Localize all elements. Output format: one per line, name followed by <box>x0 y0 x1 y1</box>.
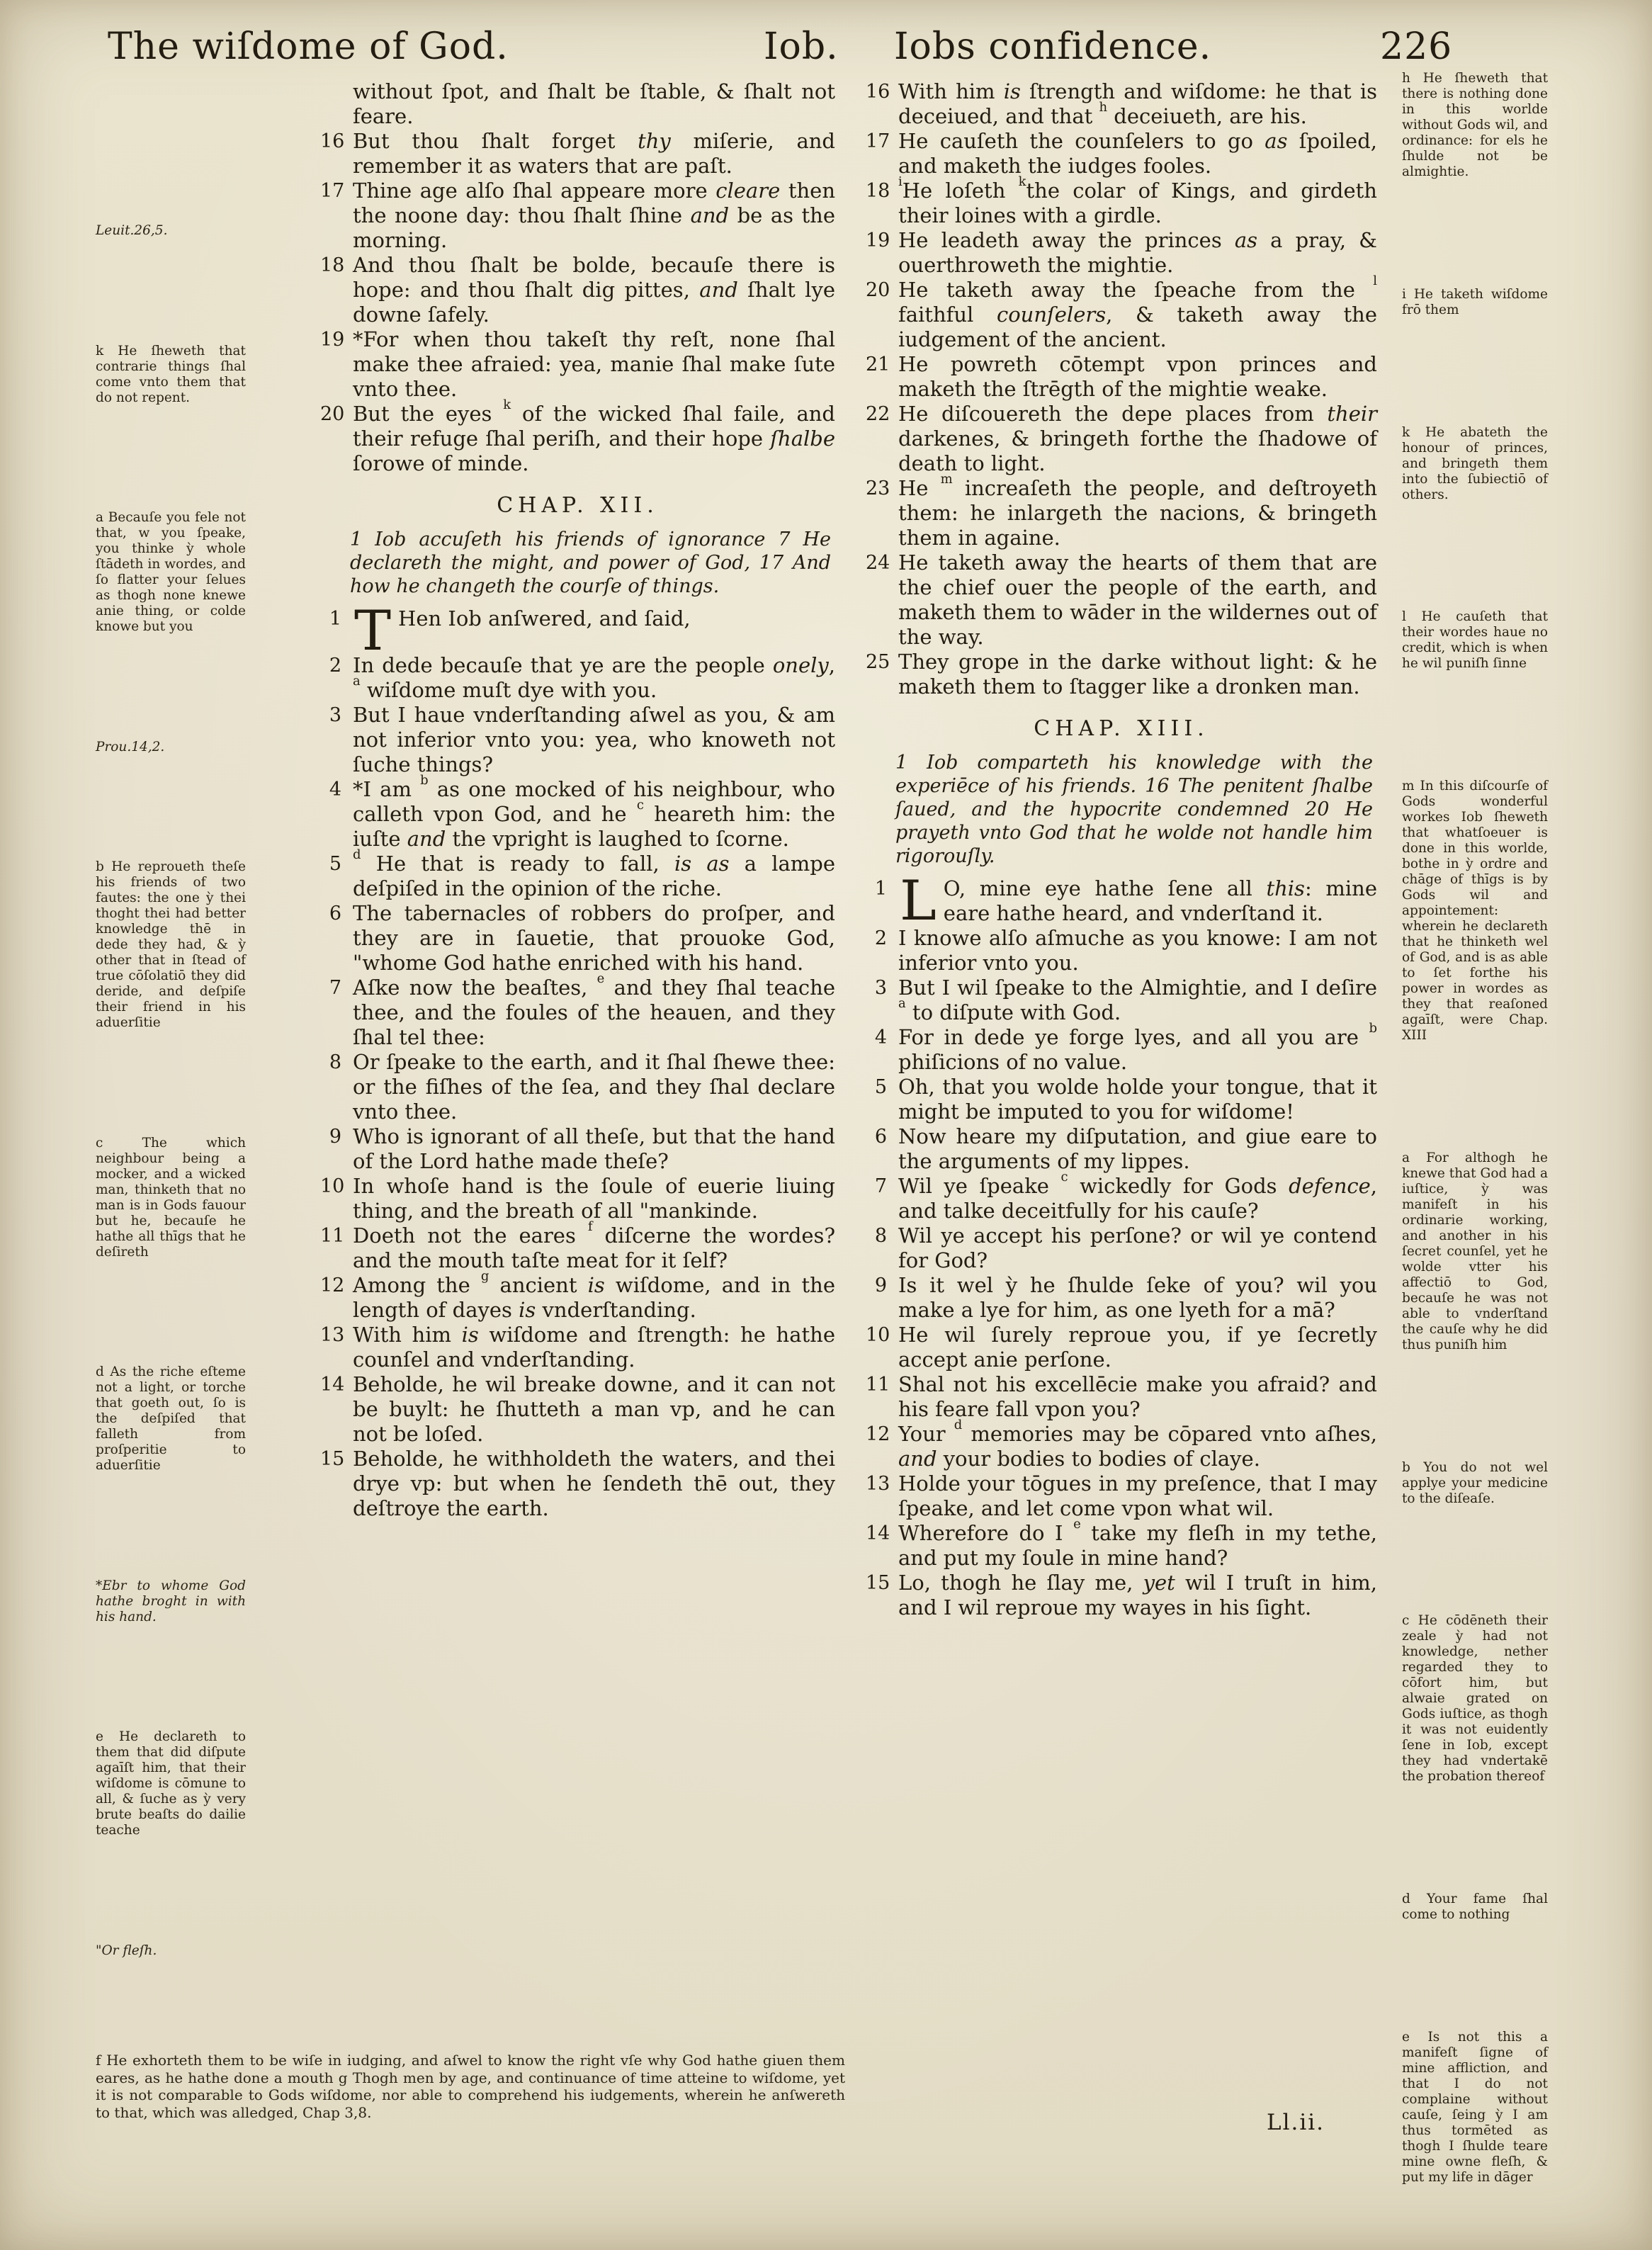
verse-number: 2 <box>874 927 887 949</box>
verse-number: 10 <box>866 1324 890 1346</box>
verse <box>866 79 1377 129</box>
verse-number: 22 <box>866 403 890 425</box>
verse-number: 8 <box>329 1051 341 1073</box>
verse-text: He $^m$ increaſeth the people, and deſtroyeth them: he inlargeth the nacions, & bringeth them in againe. <box>898 472 1377 550</box>
verse <box>320 599 835 663</box>
verse-continuation <box>320 79 835 129</box>
verse <box>320 773 835 852</box>
verse-number: 18 <box>320 254 345 276</box>
verse-text: without ſpot, and ſhalt be ſtable, & ſhalt not feare. <box>353 79 835 128</box>
margin-note: i He taketh wiſdome frō them <box>1402 286 1548 317</box>
footnote: f He exhorteth them to be wiſe in iudging, and aſwel to know the right vſe why God hathe giuen them eares, as he hathe done a mouth g Thogh men by age, and continuance of time atteine to wiſdome, yet it is not comparable to Gods wiſdome, nor able to comprehend his iudgements, wherein he anſwereth to that, which was alledged, Chap 3,8. <box>96 2052 845 2121</box>
verse <box>866 1418 1377 1471</box>
verse-text: $^d$ He that is ready to fall, is as a lampe deſpiſed in the opinion of the riche. <box>353 847 835 900</box>
verse <box>320 1372 835 1447</box>
verse-text: He leadeth away the princes as a pray, & ouerthroweth the mightie. <box>898 228 1377 277</box>
verse-text: Beholde, he withholdeth the waters, and thei drye vp: but when he ſendeth thē out, they deſtroye the earth. <box>353 1447 835 1520</box>
margin-note: c The which neighbour being a mocker, and a wicked man, thinketh that no man is in Gods fauour but he, becauſe he hathe all thīgs that he deſireth <box>96 1135 246 1260</box>
verse-number: 24 <box>866 552 890 574</box>
verse <box>866 1323 1377 1372</box>
drop-cap: T <box>354 599 392 663</box>
verse-number: 20 <box>320 403 345 425</box>
margin-note: Prou.14,2. <box>96 739 165 754</box>
verse-text: But the eyes $^k$ of the wicked ſhal faile, and their refuge ſhal periſh, and their hope ſhalbe ſorowe of minde. <box>353 397 835 475</box>
verse-text: For in dede ye forge lyes, and all you are $^b$ phiſicions of no value. <box>898 1021 1377 1074</box>
verse-number: 9 <box>874 1274 887 1296</box>
verse-text: Aſke now the beaſtes, $^e$ and they ſhal teache thee, and the foules of the heauen, and they ſhal tel thee: <box>353 971 835 1049</box>
margin-note: d Your fame ſhal come to nothing <box>1402 1892 1548 1923</box>
verse-number: 15 <box>866 1572 890 1594</box>
verse-text: Now heare my diſputation, and giue eare to the arguments of my lippes. <box>898 1124 1377 1173</box>
verse-text: He taketh away the ſpeache from the $^l$ faithful counſelers, & taketh away the iudgement of the ancient. <box>898 273 1377 351</box>
margin-note: "Or fleſh. <box>96 1943 157 1958</box>
verse-text: Doeth not the eares $^f$ diſcerne the wordes? and the mouth taſte meat for it ſelf? <box>353 1219 835 1272</box>
margin-note: h He ſheweth that there is nothing done in this worlde without Gods wil, and ordinance: for els he ſhulde not be almightie. <box>1402 71 1548 179</box>
margin-note: b You do not wel applye your medicine to the diſeaſe. <box>1402 1459 1548 1506</box>
verse-number: 6 <box>329 903 341 925</box>
verse <box>866 1517 1377 1571</box>
verse-text: I knowe alſo aſmuche as you knowe: I am not inferior vnto you. <box>898 926 1377 975</box>
verse <box>866 1372 1377 1422</box>
verse <box>866 1075 1377 1124</box>
verse-number: 18 <box>866 180 890 202</box>
margin-note: a Becauſe you fele not that, w you ſpeake, you thinke ỳ whole ſtādeth in wordes, and ſo flatter your ſelues as thogh none knewe anie thing, or colde knowe but you <box>96 510 246 635</box>
verse <box>866 550 1377 650</box>
verse-text: He taketh away the hearts of them that are the chief ouer the people of the earth, and maketh them to wāder in the wildernes out of the way. <box>898 550 1377 649</box>
verse-number: 25 <box>866 651 890 673</box>
verse-number: 17 <box>866 130 890 152</box>
verse-text: In whoſe hand is the ſoule of euerie liuing thing, and the breath of all "mankinde. <box>353 1174 835 1223</box>
verse <box>320 1124 835 1174</box>
verse-number: 6 <box>874 1126 887 1148</box>
verse-number: 16 <box>320 130 345 152</box>
page-body <box>0 71 1652 2186</box>
verse <box>866 129 1377 179</box>
verse-text: He powreth cōtempt vpon princes and maketh the ſtrēgth of the mightie weake. <box>898 352 1377 401</box>
verse-text: L O, mine eye hathe ſene all this: mine eare hathe heard, and vnderſtand it. <box>900 869 1377 933</box>
verse <box>866 1571 1377 1620</box>
verse <box>320 703 835 777</box>
verse <box>866 1124 1377 1174</box>
verse-text: Thine age alſo ſhal appeare more cleare then the noone day: thou ſhalt ſhine and be as the morning. <box>353 179 836 252</box>
verse <box>866 1223 1377 1273</box>
verse <box>320 1174 835 1223</box>
verse-number: 19 <box>320 329 345 351</box>
verse-text: $^i$He loſeth $^k$the colar of Kings, and girdeth their loines with a girdle. <box>898 174 1377 227</box>
margin-note: l He cauſeth that their wordes haue no credit, which is when he wil puniſh ſinne <box>1402 609 1548 672</box>
right-margin-notes <box>1402 71 1548 2186</box>
margin-note: c He cōdēneth their zeale ỳ had not knowledge, nether regarded they to cōfort him, but alwaie grated on Gods iuſtice, as thogh it was not euidently ſene in Iob, except they had vndertakē the probation thereof <box>1402 1613 1548 1785</box>
verse-number: 11 <box>866 1374 890 1396</box>
verse-number: 4 <box>329 779 341 801</box>
margin-note: m In this diſcourſe of Gods wonderful workes Iob ſheweth that whatſoeuer is done in this worlde, bothe in ỳ ordre and chāge of thīgs is by Gods wil and appointement: wherein he declareth that he thinketh wel of God, and is as able to ſet forthe his power in wordes as they that reaſoned agaīſt, were Chap. XIII <box>1402 779 1548 1044</box>
verse <box>320 253 835 327</box>
gutter <box>246 71 320 2186</box>
drop-cap: L <box>900 869 937 933</box>
verse-number: 2 <box>329 655 341 677</box>
verse-number: 17 <box>320 180 345 202</box>
verse-text: And thou ſhalt be bolde, becauſe there is hope: and thou ſhalt dig pittes, and ſhalt lye downe ſafely. <box>353 253 835 327</box>
chapter-argument: 1 Iob comparteth his knowledge with the experiēce of his friends. 16 The penitent ſhalbe ſaued, and the hypocrite condemned 20 He prayeth vnto God that he wolde not handle him rigorouſly. <box>895 752 1373 867</box>
verse-text: He cauſeth the counſelers to go as ſpoiled, and maketh the iudges fooles. <box>898 129 1377 178</box>
verse <box>320 1447 835 1521</box>
verse <box>866 228 1377 278</box>
verse-number: 7 <box>329 977 341 999</box>
verse <box>320 1219 835 1273</box>
verse <box>320 327 835 402</box>
verse-number: 14 <box>320 1374 345 1396</box>
verse-text: T Hen Iob anſwered, and ſaid, <box>354 599 691 663</box>
quire-signature: Ll.ii. <box>1267 2110 1325 2135</box>
gutter <box>1377 71 1402 2186</box>
verse <box>866 402 1377 476</box>
verse <box>866 273 1377 352</box>
verse-number: 13 <box>866 1473 890 1495</box>
verse-text: Shal not his excellēcie make you afraid? and his feare fall vpon you? <box>898 1372 1377 1421</box>
verse-number: 11 <box>320 1225 345 1247</box>
verse-text: Beholde, he wil breake downe, and it can not be buylt: he ſhutteth a man vp, and he can not be loſed. <box>353 1372 835 1446</box>
verse-number: 10 <box>320 1175 345 1197</box>
verse-number: 5 <box>329 853 341 875</box>
verse-number: 3 <box>874 977 887 999</box>
verse-number: 5 <box>874 1076 887 1098</box>
verse-text: Or ſpeake to the earth, and it ſhal ſhewe thee: or the fiſhes of the ſea, and they ſhal declare vnto thee. <box>353 1050 835 1124</box>
verse <box>866 1021 1377 1075</box>
margin-note: k He abateth the honour of princes, and bringeth them into the ſubiectiō of others. <box>1402 424 1548 502</box>
page-number: 226 <box>1380 26 1453 68</box>
verse-text: Wherefore do I $^e$ take my fleſh in my tethe, and put my ſoule in mine hand? <box>898 1517 1377 1570</box>
verse-number: 12 <box>866 1423 890 1445</box>
verse-text: But I haue vnderſtanding aſwel as you, & am not inferior vnto you: yea, who knoweth not ſuche things? <box>353 703 835 776</box>
verse <box>866 174 1377 228</box>
verse-text: Lo, thogh he ſlay me, yet wil I truſt in him, and I wil reproue my wayes in his ſight. <box>898 1571 1377 1619</box>
margin-note: d As the riche eſteme not a light, or torche that goeth out, ſo is the deſpiſed that falleth from proſperitie to aduerſitie <box>96 1364 246 1474</box>
verse-number: 4 <box>874 1027 887 1048</box>
margin-note: k He ſheweth that contrarie things ſhal come vnto them that do not repent. <box>96 343 246 405</box>
verse-text: In dede becauſe that ye are the people onely, $^a$ wiſdome muſt dye with you. <box>353 653 835 702</box>
verse-text: With him is wiſdome and ſtrength: he hathe counſel and vnderſtanding. <box>353 1323 835 1372</box>
verse-text: *I am $^b$ as one mocked of his neighbour, who calleth vpon God, and he $^c$ heareth him: the iuſte and the vpright is laughed to ſcorne. <box>353 773 835 851</box>
verse <box>866 926 1377 976</box>
margin-note: b He reproueth theſe his friends of two fautes: the one ỳ thei thoght thei had better knowledge thē in dede they had, & ỳ other that in ſtead of true cōſolatiō they did deride, and deſpiſe their friend in his aduerſitie <box>96 859 246 1031</box>
verse-text: But thou ſhalt forget thy miſerie, and remember it as waters that are paſt. <box>353 129 835 178</box>
verse-text: *For when thou takeſt thy reſt, none ſhal make thee afraied: yea, manie ſhal make ſute vnto thee. <box>353 327 835 401</box>
margin-note: e He declareth to them that did diſpute agaīſt him, that their wiſdome is cōmune to all, & ſuche as ỳ very brute beaſts do dailie teache <box>96 1729 246 1838</box>
running-head-book: Iob. <box>764 26 839 68</box>
verse <box>320 1269 835 1323</box>
verse <box>320 971 835 1050</box>
verse-number: 13 <box>320 1324 345 1346</box>
verse <box>320 179 835 253</box>
margin-note: Leuit.26,5. <box>96 223 168 238</box>
margin-note: e Is not this a manifeſt ſigne of mine affliction, and that I do not complaine without cauſe, ſeing ỳ I am thus tormēted as thogh I ſhulde teare mine owne fleſh, & put my life in dāger <box>1402 2029 1548 2185</box>
verse-number: 14 <box>866 1522 890 1544</box>
verse-number: 19 <box>866 230 890 251</box>
verse <box>320 847 835 901</box>
verse <box>866 472 1377 550</box>
verse-number: 23 <box>866 477 890 499</box>
verse-number: 9 <box>329 1126 341 1148</box>
verse-text: Your $^d$ memories may be cōpared vnto aſhes, and your bodies to bodies of claye. <box>898 1418 1377 1471</box>
verse <box>866 976 1377 1025</box>
verse-number: 1 <box>874 878 887 900</box>
verse-text: But I wil ſpeake to the Almightie, and I deſire $^a$ to diſpute with God. <box>898 976 1377 1024</box>
verse-text: He diſcouereth the depe places from their darkenes, & bringeth forthe the ſhadowe of death to light. <box>898 402 1377 475</box>
verse-number: 21 <box>866 354 890 375</box>
verse <box>866 1471 1377 1521</box>
margin-note: a For althogh he knewe that God had a iuſtice, ỳ was manifeſt in his ordinarie working, and another in his ſecret counſel, yet he wolde vtter his affectiō to God, becauſe he was not able to vnderſtand the cauſe why he did thus puniſh him <box>1402 1150 1548 1352</box>
verse-text: Holde your tōgues in my preſence, that I may ſpeake, and let come vpon what wil. <box>898 1471 1377 1520</box>
verse <box>866 1170 1378 1223</box>
verse <box>320 901 835 976</box>
verse-number: 3 <box>329 704 341 726</box>
chapter-heading: CHAP. XII. <box>497 493 659 518</box>
verse-number: 1 <box>329 608 341 630</box>
verse <box>866 352 1377 402</box>
margin-note: *Ebr to whome God hathe broght in with his hand. <box>96 1578 246 1624</box>
verse-number: 7 <box>874 1175 887 1197</box>
verse <box>866 869 1377 933</box>
verse-number: 15 <box>320 1448 345 1470</box>
verse <box>320 129 835 179</box>
verse-text: Oh, that you wolde holde your tongue, that it might be imputed to you for wiſdome! <box>898 1075 1377 1124</box>
main-column-right <box>866 71 1377 2186</box>
running-head-right: Iobs confidence. <box>894 26 1212 68</box>
running-head-left: The wiſdome of God. <box>108 26 509 68</box>
verse-text: Is it wel ỳ he ſhulde ſeke of you? wil you make a lye for him, as one lyeth for a mā? <box>898 1273 1377 1322</box>
verse-number: 20 <box>866 279 890 301</box>
verse-text: Among the $^g$ ancient is wiſdome, and in the length of dayes is vnderſtanding. <box>353 1269 835 1322</box>
left-margin-notes <box>96 223 246 1959</box>
verse-number: 8 <box>874 1225 887 1247</box>
main-column-left <box>320 71 835 2186</box>
verse <box>866 1273 1377 1323</box>
verse-number: 12 <box>320 1274 345 1296</box>
verse-text: They grope in the darke without light: & he maketh them to ſtagger like a dronken man. <box>898 650 1377 699</box>
verse-number <box>320 79 353 129</box>
verse <box>866 650 1377 699</box>
verse-text: Wil ye accept his perſone? or wil ye contend for God? <box>898 1223 1377 1272</box>
verse-text: He wil ſurely reproue you, if ye ſecretly accept anie perſone. <box>898 1323 1377 1372</box>
verse <box>320 1050 835 1124</box>
column-gutter <box>835 71 866 2186</box>
verse-text: Wil ye ſpeake $^c$ wickedly for Gods defence, and talke deceitfully for his cauſe? <box>898 1170 1378 1223</box>
chapter-argument: 1 Iob accuſeth his friends of ignorance 7 He declareth the might, and power of God, 17 And how he changeth the courſe of things. <box>350 528 831 597</box>
verse-text: With him is ſtrength and wiſdome: he that is deceiued, and that $^h$ deceiueth, are his. <box>898 79 1377 128</box>
chapter-heading: CHAP. XIII. <box>1034 716 1209 741</box>
verse <box>320 397 835 476</box>
verse-number: 16 <box>866 81 890 103</box>
verse-text: Who is ignorant of all theſe, but that the hand of the Lord hathe made theſe? <box>353 1124 835 1173</box>
verse <box>320 653 835 703</box>
verse-text: The tabernacles of robbers do proſper, and they are in ſauetie, that prouoke God, "whome God hathe enriched with his hand. <box>353 901 835 975</box>
verse <box>320 1323 835 1372</box>
